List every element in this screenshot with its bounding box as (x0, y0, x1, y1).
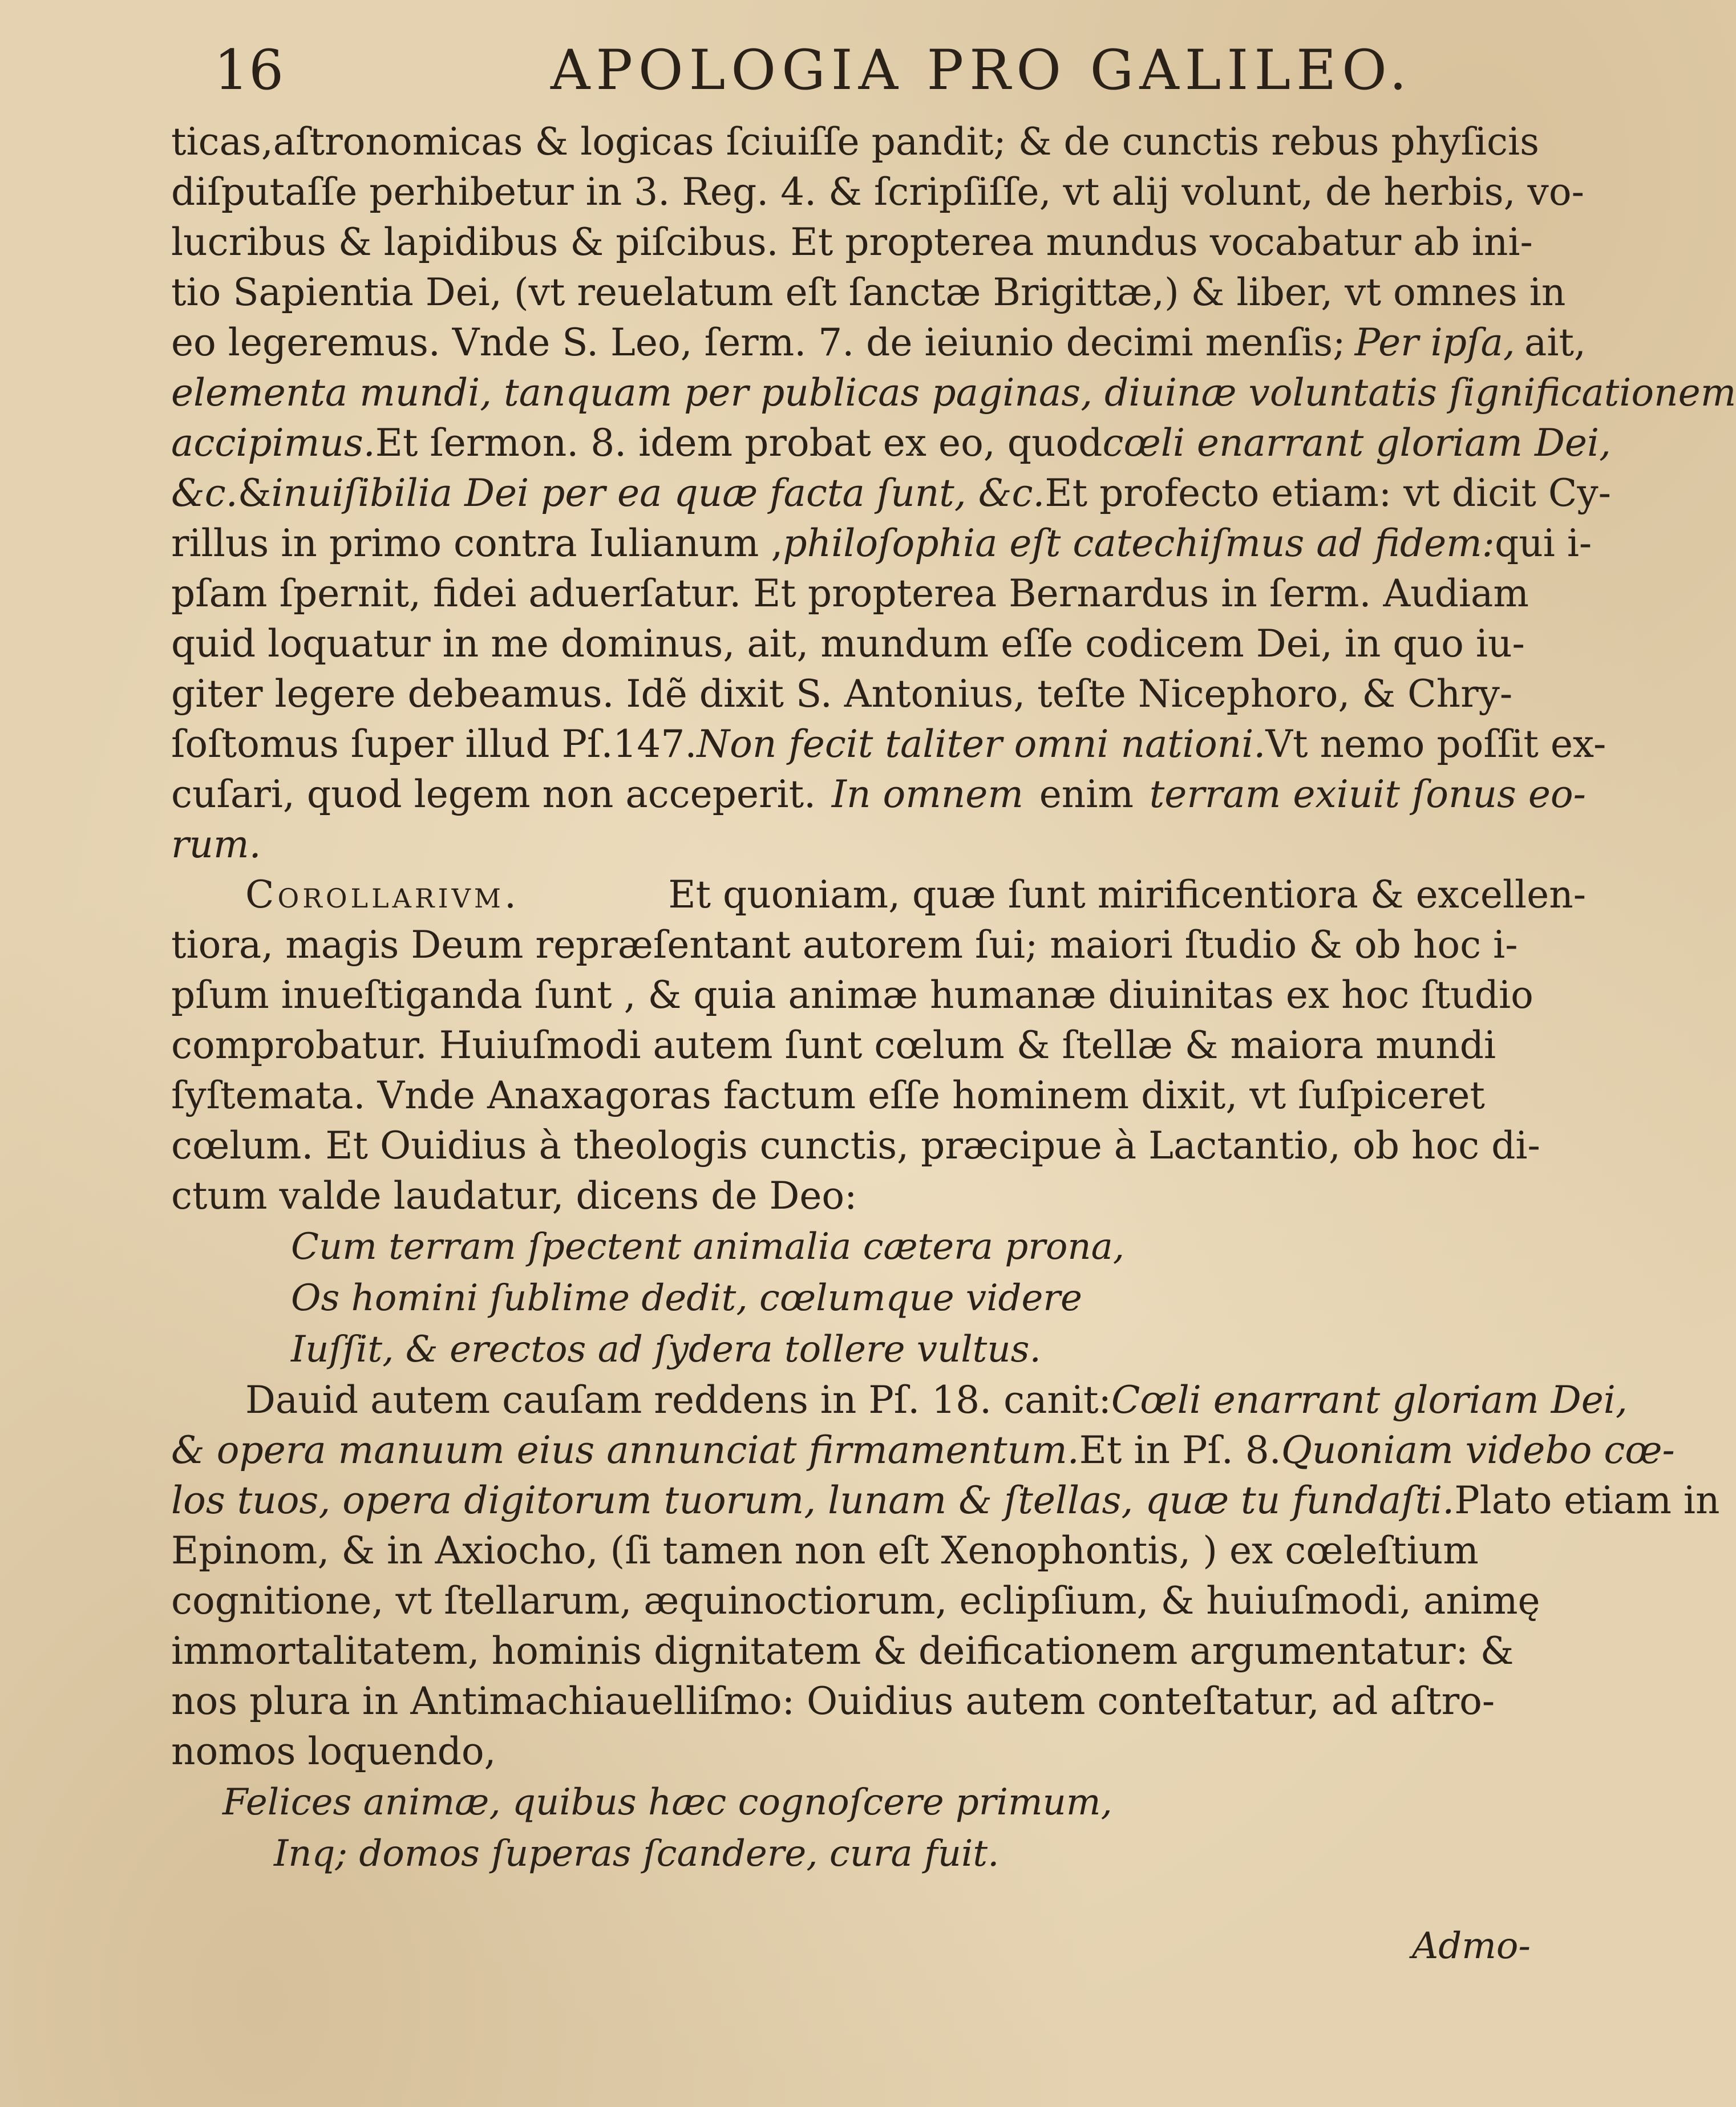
text-run: diſputaſſe perhibetur in 3. Reg. 4. & ſcripſiſſe, vt alij volunt, de herbis, vo- (171, 170, 1584, 214)
text-line (171, 217, 1586, 268)
text-line (171, 1576, 1586, 1626)
text-line (171, 769, 1586, 820)
italic-run: elementa mundi, tanquam per publicas paginas, diuinæ voluntatis ſignificationem (171, 371, 1736, 415)
text-run: ſyſtemata. Vnde Anaxagoras factum eſſe hominem dixit, vt ſuſpiceret (171, 1073, 1485, 1117)
italic-run: &c. (171, 471, 238, 515)
text-run: ſoſtomus ſuper illud Pſ.147. (171, 722, 697, 766)
body-text (171, 117, 1736, 1879)
text-run: eo legeremus. Vnde S. Leo, ſerm. 7. de ieiunio decimi menſis; (171, 321, 1346, 364)
italic-run: terram exiuit ſonus eo- (1149, 772, 1586, 816)
text-run: tiora, magis Deum repræſentant autorem ſui; maiori ſtudio & ob hoc i- (171, 923, 1518, 967)
text-run: nos plura in Antimachiauelliſmo: Ouidius autem conteſtatur, ad aſtro- (171, 1679, 1495, 1723)
verse-line: Os homini ſublime dedit, cœlumque videre (291, 1277, 1082, 1319)
text-line (171, 468, 1611, 518)
verse-line: Felices animæ, quibus hæc cognoſcere primum, (222, 1781, 1112, 1824)
text-run: ctum valde laudatur, dicens de Deo: (171, 1174, 857, 1218)
text-run: qui i- (1494, 521, 1592, 565)
text-line (171, 820, 1586, 870)
text-run: ait, (1524, 321, 1586, 364)
verse-line: Iuſſit, & erectos ad ſydera tollere vultus. (291, 1328, 1041, 1371)
text-line (171, 870, 1586, 920)
text-line (171, 719, 1606, 769)
italic-run: Per ipſa, (1354, 321, 1515, 364)
italic-run: & opera manuum eius annunciat firmamentum. (171, 1428, 1079, 1472)
text-run: nomos loquendo, (171, 1729, 496, 1773)
page-number: 16 (214, 38, 284, 102)
text-run: rillus in primo contra Iulianum , (171, 521, 783, 565)
italic-run: In omnem (831, 772, 1023, 816)
text-run: lucribus & lapidibus & piſcibus. Et propterea mundus vocabatur ab ini- (171, 220, 1533, 264)
italic-run: philoſophia eſt catechiſmus ad fidem: (783, 521, 1495, 565)
text-run: Et profecto etiam: vt dicit Cy- (1045, 471, 1611, 515)
text-line (171, 1727, 1586, 1777)
text-line (171, 1121, 1586, 1171)
text-run: tio Sapientia Dei, (vt reuelatum eſt ſanctæ Brigittæ,) & liber, vt omnes in (171, 270, 1566, 314)
text-run: Vt nemo poſſit ex- (1265, 722, 1606, 766)
text-line (171, 619, 1586, 669)
text-run: Plato etiam in (1454, 1478, 1720, 1522)
text-run: giter legere debeamus. Idẽ dixit S. Antonius, teſte Nicephoro, & Chry- (171, 672, 1513, 716)
italic-run: accipimus. (171, 421, 375, 465)
text-line (171, 117, 1586, 167)
text-line (171, 1375, 1628, 1425)
text-line (171, 268, 1586, 318)
verse-line: Inq; domos ſuperas ſcandere, cura fuit. (274, 1833, 999, 1875)
italic-run: rum. (171, 822, 261, 866)
text-run: Et quoniam, quæ ſunt mirificentiora & excellen- (668, 873, 1586, 917)
text-line (171, 167, 1586, 217)
text-line (171, 920, 1586, 970)
text-line (171, 418, 1612, 468)
text-run: Dauid autem cauſam reddens in Pſ. 18. canit: (245, 1378, 1111, 1422)
text-run: & (237, 471, 272, 515)
text-run: Et in Pſ. 8. (1079, 1428, 1281, 1472)
text-run: enim (1039, 772, 1134, 816)
page-header (0, 31, 1671, 117)
text-line (171, 970, 1586, 1020)
text-line (171, 368, 1736, 418)
text-line (171, 669, 1586, 719)
text-run: comprobatur. Huiuſmodi autem ſunt cœlum & ſtellæ & maiora mundi (171, 1023, 1496, 1067)
text-line (171, 318, 1586, 368)
running-title: APOLOGIA PRO GALILEO. (551, 38, 1413, 102)
text-line (171, 1476, 1720, 1526)
text-line (171, 1676, 1586, 1727)
text-run: pſum inueſtiganda ſunt , & quia animæ humanæ diuinitas ex hoc ſtudio (171, 973, 1533, 1017)
text-run: cognitione, vt ſtellarum, æquinoctiorum, eclipſium, & huiuſmodi, animę (171, 1579, 1540, 1623)
text-line (171, 1626, 1586, 1676)
small-caps-heading: Corollarivm. (245, 873, 520, 917)
text-run: immortalitatem, hominis dignitatem & deificationem argumentatur: & (171, 1629, 1514, 1673)
italic-run: inuiſibilia Dei per ea quæ facta ſunt, &c. (271, 471, 1045, 515)
text-run: quid loquatur in me dominus, ait, mundum eſſe codicem Dei, in quo iu- (171, 622, 1525, 666)
text-line (171, 569, 1586, 619)
italic-run: Quoniam videbo cœ- (1281, 1428, 1675, 1472)
text-line (171, 1171, 1586, 1221)
text-run: cuſari, quod legem non acceperit. (171, 772, 816, 816)
text-run: Epinom, & in Axiocho, (ſi tamen non eſt Xenophontis, ) ex cœleſtium (171, 1529, 1479, 1573)
text-run: Et ſermon. 8. idem probat ex eo, quod (375, 421, 1103, 465)
text-line (171, 518, 1592, 569)
text-line (171, 1071, 1586, 1121)
text-line (171, 1526, 1586, 1576)
italic-run: los tuos, opera digitorum tuorum, lunam & ſtellas, quæ tu fundaſti. (171, 1478, 1455, 1522)
verse-line: Cum terram ſpectent animalia cætera prona, (291, 1226, 1125, 1268)
catchword: Admo- (1412, 1925, 1531, 1967)
text-run: cœlum. Et Ouidius à theologis cunctis, præcipue à Lactantio, ob hoc di- (171, 1124, 1540, 1168)
italic-run: cœli enarrant gloriam Dei, (1102, 421, 1612, 465)
text-line (171, 1425, 1675, 1476)
text-line (171, 1020, 1586, 1071)
text-run: ticas,aſtronomicas & logicas ſciuiſſe pandit; & de cunctis rebus phyſicis (171, 120, 1539, 164)
italic-run: Cœli enarrant gloriam Dei, (1111, 1378, 1628, 1422)
text-run: pſam ſpernit, fidei aduerſatur. Et propterea Bernardus in ſerm. Audiam (171, 572, 1529, 615)
italic-run: Non fecit taliter omni nationi. (697, 722, 1266, 766)
